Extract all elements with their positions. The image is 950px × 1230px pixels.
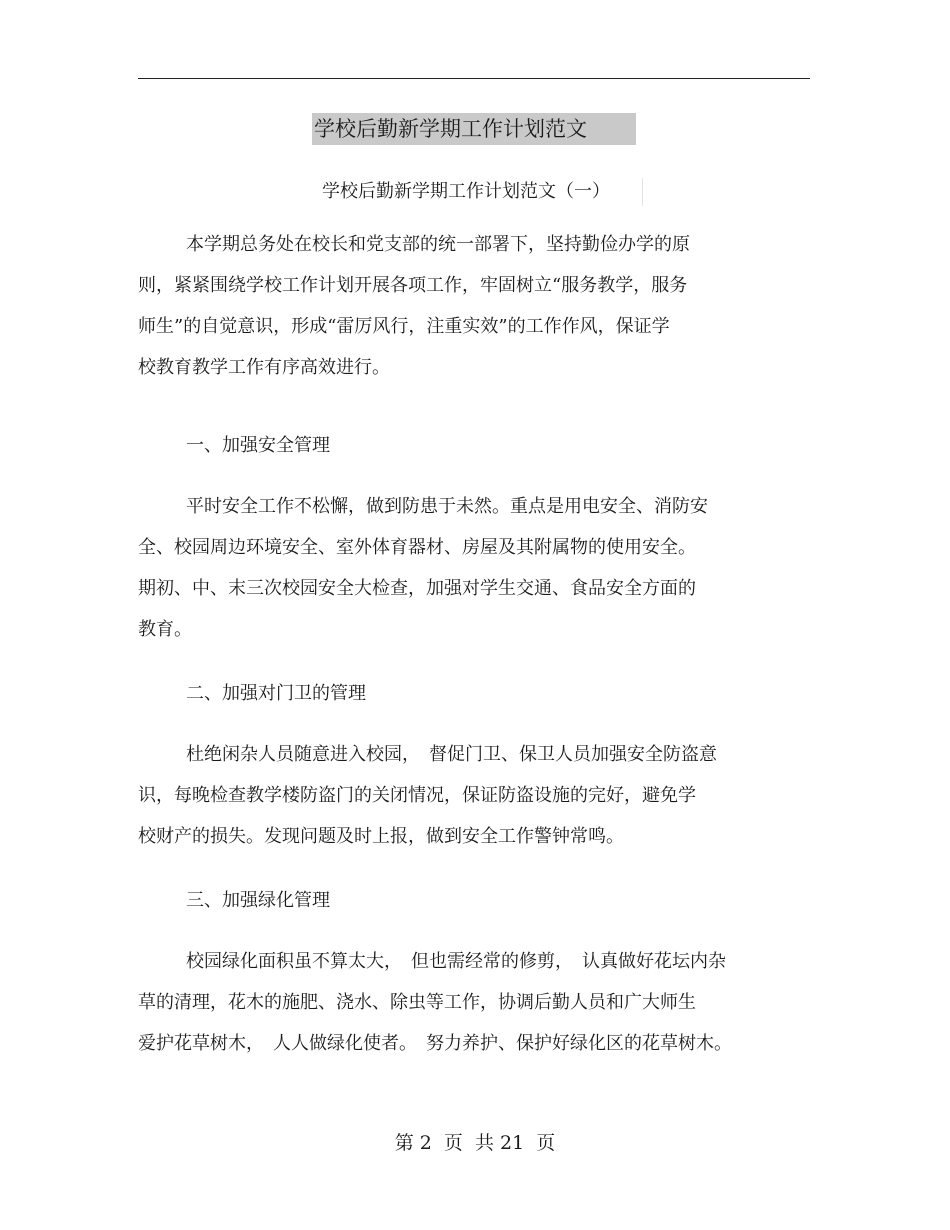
body-line: 草的清理，花木的施肥、浇水、除虫等工作，协调后勤人员和广大师生: [138, 992, 696, 1013]
section-body-1: [138, 486, 810, 650]
body-line: 爱护花草树木， 人人做绿化使者。 努力养护、保护好绿化区的花草树木。: [138, 1033, 732, 1054]
body-line: 校园绿化面积虽不算太大， 但也需经常的修剪， 认真做好花坛内杂: [186, 951, 726, 972]
intro-line: 师生”的自觉意识，形成“雷厉风行，注重实效”的工作作风，保证学: [138, 316, 670, 337]
section-heading-1: [138, 425, 810, 466]
header-rule: [138, 78, 810, 79]
section-heading-text: 一、加强安全管理: [186, 435, 330, 456]
body-line: 校财产的损失。发现问题及时上报，做到安全工作警钟常鸣。: [138, 826, 624, 847]
document-subtitle: 学校后勤新学期工作计划范文（一）: [322, 178, 643, 206]
section-body-3: [138, 941, 810, 1064]
body-line: 识，每晚检查教学楼防盗门的关闭情况，保证防盗设施的完好，避免学: [138, 785, 696, 806]
body-line: 杜绝闲杂人员随意进入校园， 督促门卫、保卫人员加强安全防盗意: [186, 744, 717, 765]
intro-line: 校教育教学工作有序高效进行。: [138, 357, 390, 378]
body-line: 教育。: [138, 619, 192, 640]
section-heading-text: 三、加强绿化管理: [186, 890, 330, 911]
body-line: 期初、中、末三次校园安全大检查，加强对学生交通、食品安全方面的: [138, 578, 696, 599]
document-title: 学校后勤新学期工作计划范文: [312, 113, 636, 145]
section-heading-text: 二、加强对门卫的管理: [186, 683, 366, 704]
section-body-2: [138, 734, 810, 857]
section-heading-3: [138, 880, 810, 921]
intro-line: 本学期总务处在校长和党支部的统一部署下，坚持勤俭办学的原: [186, 234, 690, 255]
intro-paragraph: [138, 224, 810, 388]
intro-line: 则，紧紧围绕学校工作计划开展各项工作，牢固树立“服务教学，服务: [138, 275, 688, 296]
body-line: 平时安全工作不松懈，做到防患于未然。重点是用电安全、消防安: [186, 496, 708, 517]
page-footer: 第 2 页 共 21 页: [394, 1132, 556, 1154]
section-heading-2: [138, 673, 810, 714]
body-line: 全、校园周边环境安全、室外体育器材、房屋及其附属物的使用安全。: [138, 537, 696, 558]
